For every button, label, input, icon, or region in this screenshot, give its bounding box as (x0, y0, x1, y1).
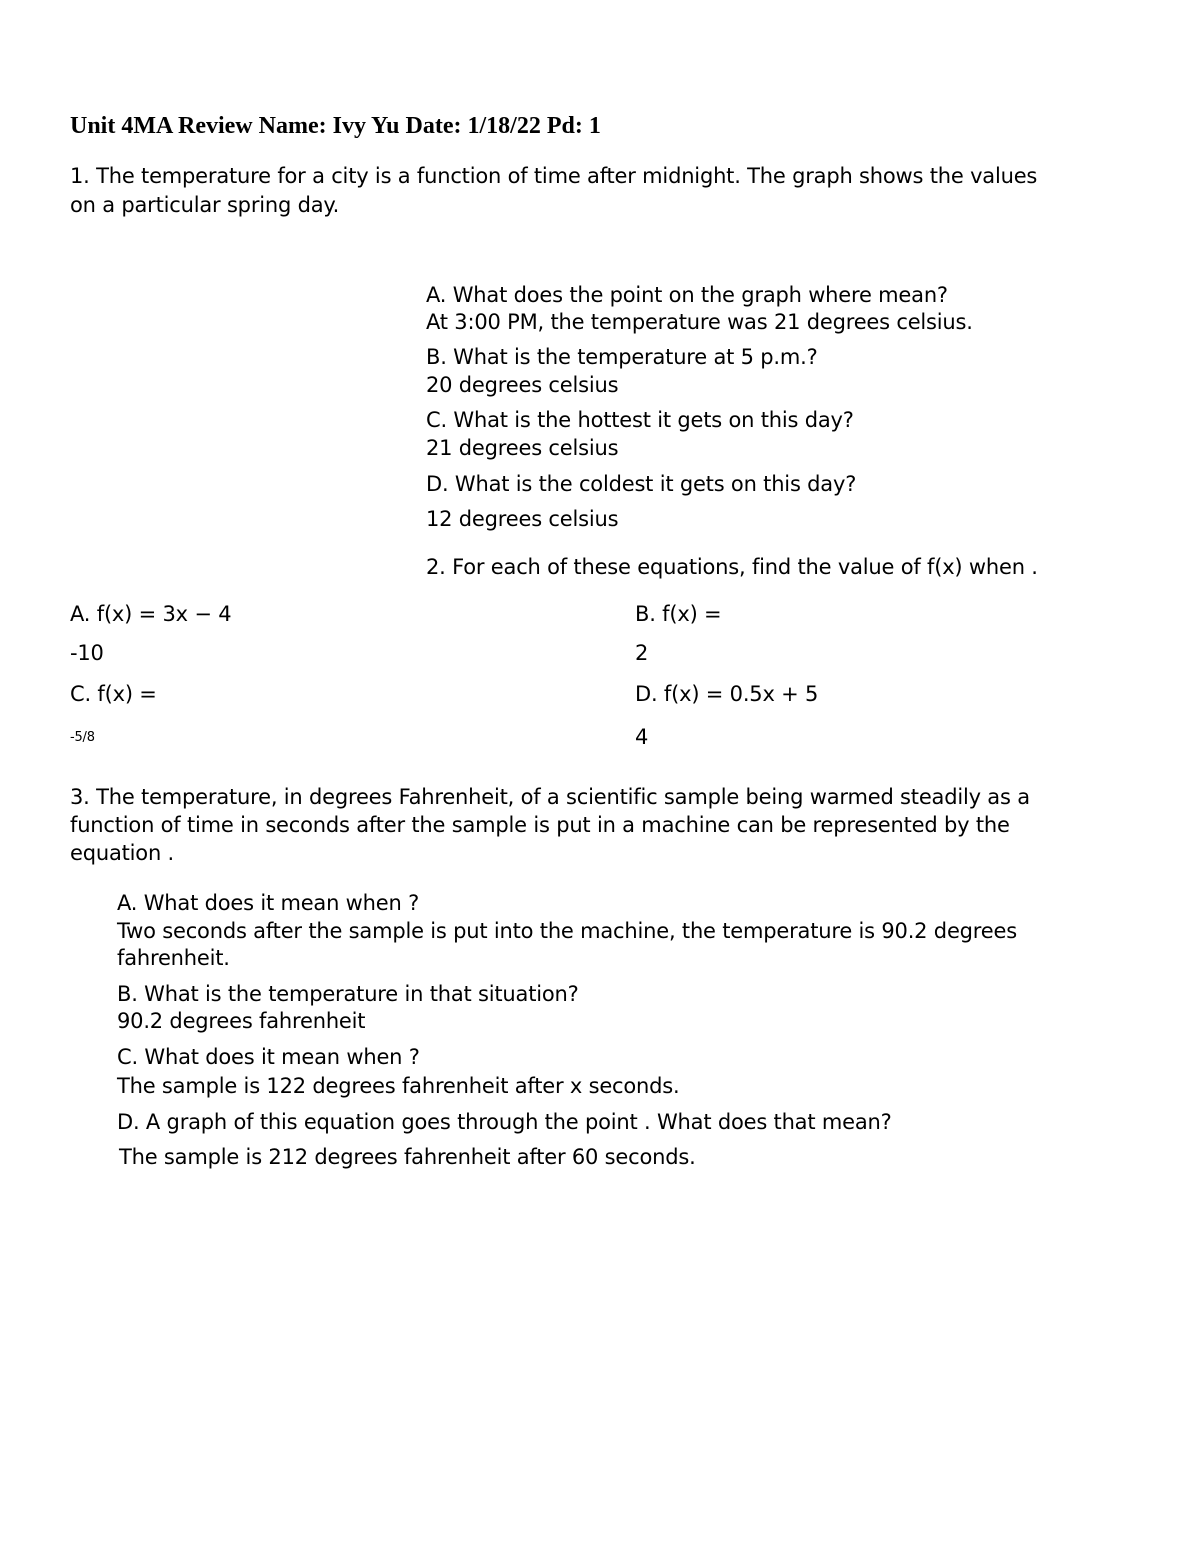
q3-d-answer: The sample is 212 degrees fahrenheit after 60 seconds. (119, 1145, 696, 1169)
q1-b-answer: 20 degrees celsius (426, 373, 619, 397)
q2-a-equation: A. f(x) = 3x − 4 (70, 602, 232, 626)
q3-prompt-line-3: equation . (70, 841, 175, 865)
q1-b-question: B. What is the temperature at 5 p.m.? (426, 345, 818, 369)
q3-b-question: B. What is the temperature in that situation? (117, 982, 579, 1006)
q1-prompt-line-2: on a particular spring day. (70, 193, 340, 217)
q3-b-answer: 90.2 degrees fahrenheit (117, 1009, 366, 1033)
q2-b-equation: B. f(x) = (635, 602, 722, 626)
q2-prompt: 2. For each of these equations, find the value of f(x) when . (426, 555, 1038, 579)
q2-d-equation: D. f(x) = 0.5x + 5 (635, 682, 819, 706)
q1-a-answer: At 3:00 PM, the temperature was 21 degrees celsius. (426, 310, 973, 334)
q3-prompt-line-2: function of time in seconds after the sample is put in a machine can be represented by the (70, 813, 1010, 837)
q3-a-question: A. What does it mean when ? (117, 891, 420, 915)
q1-a-question: A. What does the point on the graph where mean? (426, 283, 948, 307)
q3-c-answer: The sample is 122 degrees fahrenheit after x seconds. (117, 1074, 680, 1098)
document-header: Unit 4MA Review Name: Ivy Yu Date: 1/18/22 Pd: 1 (70, 113, 601, 139)
q1-c-question: C. What is the hottest it gets on this day? (426, 408, 854, 432)
q3-a-answer-line-1: Two seconds after the sample is put into the machine, the temperature is 90.2 degrees (117, 919, 1017, 943)
q3-d-question: D. A graph of this equation goes through the point . What does that mean? (117, 1110, 892, 1134)
q3-a-answer-line-2: fahrenheit. (117, 946, 230, 970)
q2-d-answer: 4 (635, 725, 649, 749)
q1-d-question: D. What is the coldest it gets on this day? (426, 472, 857, 496)
q2-c-answer: -5/8 (70, 730, 95, 745)
q3-prompt-line-1: 3. The temperature, in degrees Fahrenheit, of a scientific sample being warmed steadily as a (70, 785, 1030, 809)
q2-c-equation: C. f(x) = (70, 682, 157, 706)
q1-d-answer: 12 degrees celsius (426, 507, 619, 531)
q3-c-question: C. What does it mean when ? (117, 1045, 420, 1069)
q1-prompt-line-1: 1. The temperature for a city is a function of time after midnight. The graph shows the values (70, 164, 1038, 188)
q2-b-answer: 2 (635, 641, 649, 665)
q1-c-answer: 21 degrees celsius (426, 436, 619, 460)
q2-a-answer: -10 (70, 641, 104, 665)
